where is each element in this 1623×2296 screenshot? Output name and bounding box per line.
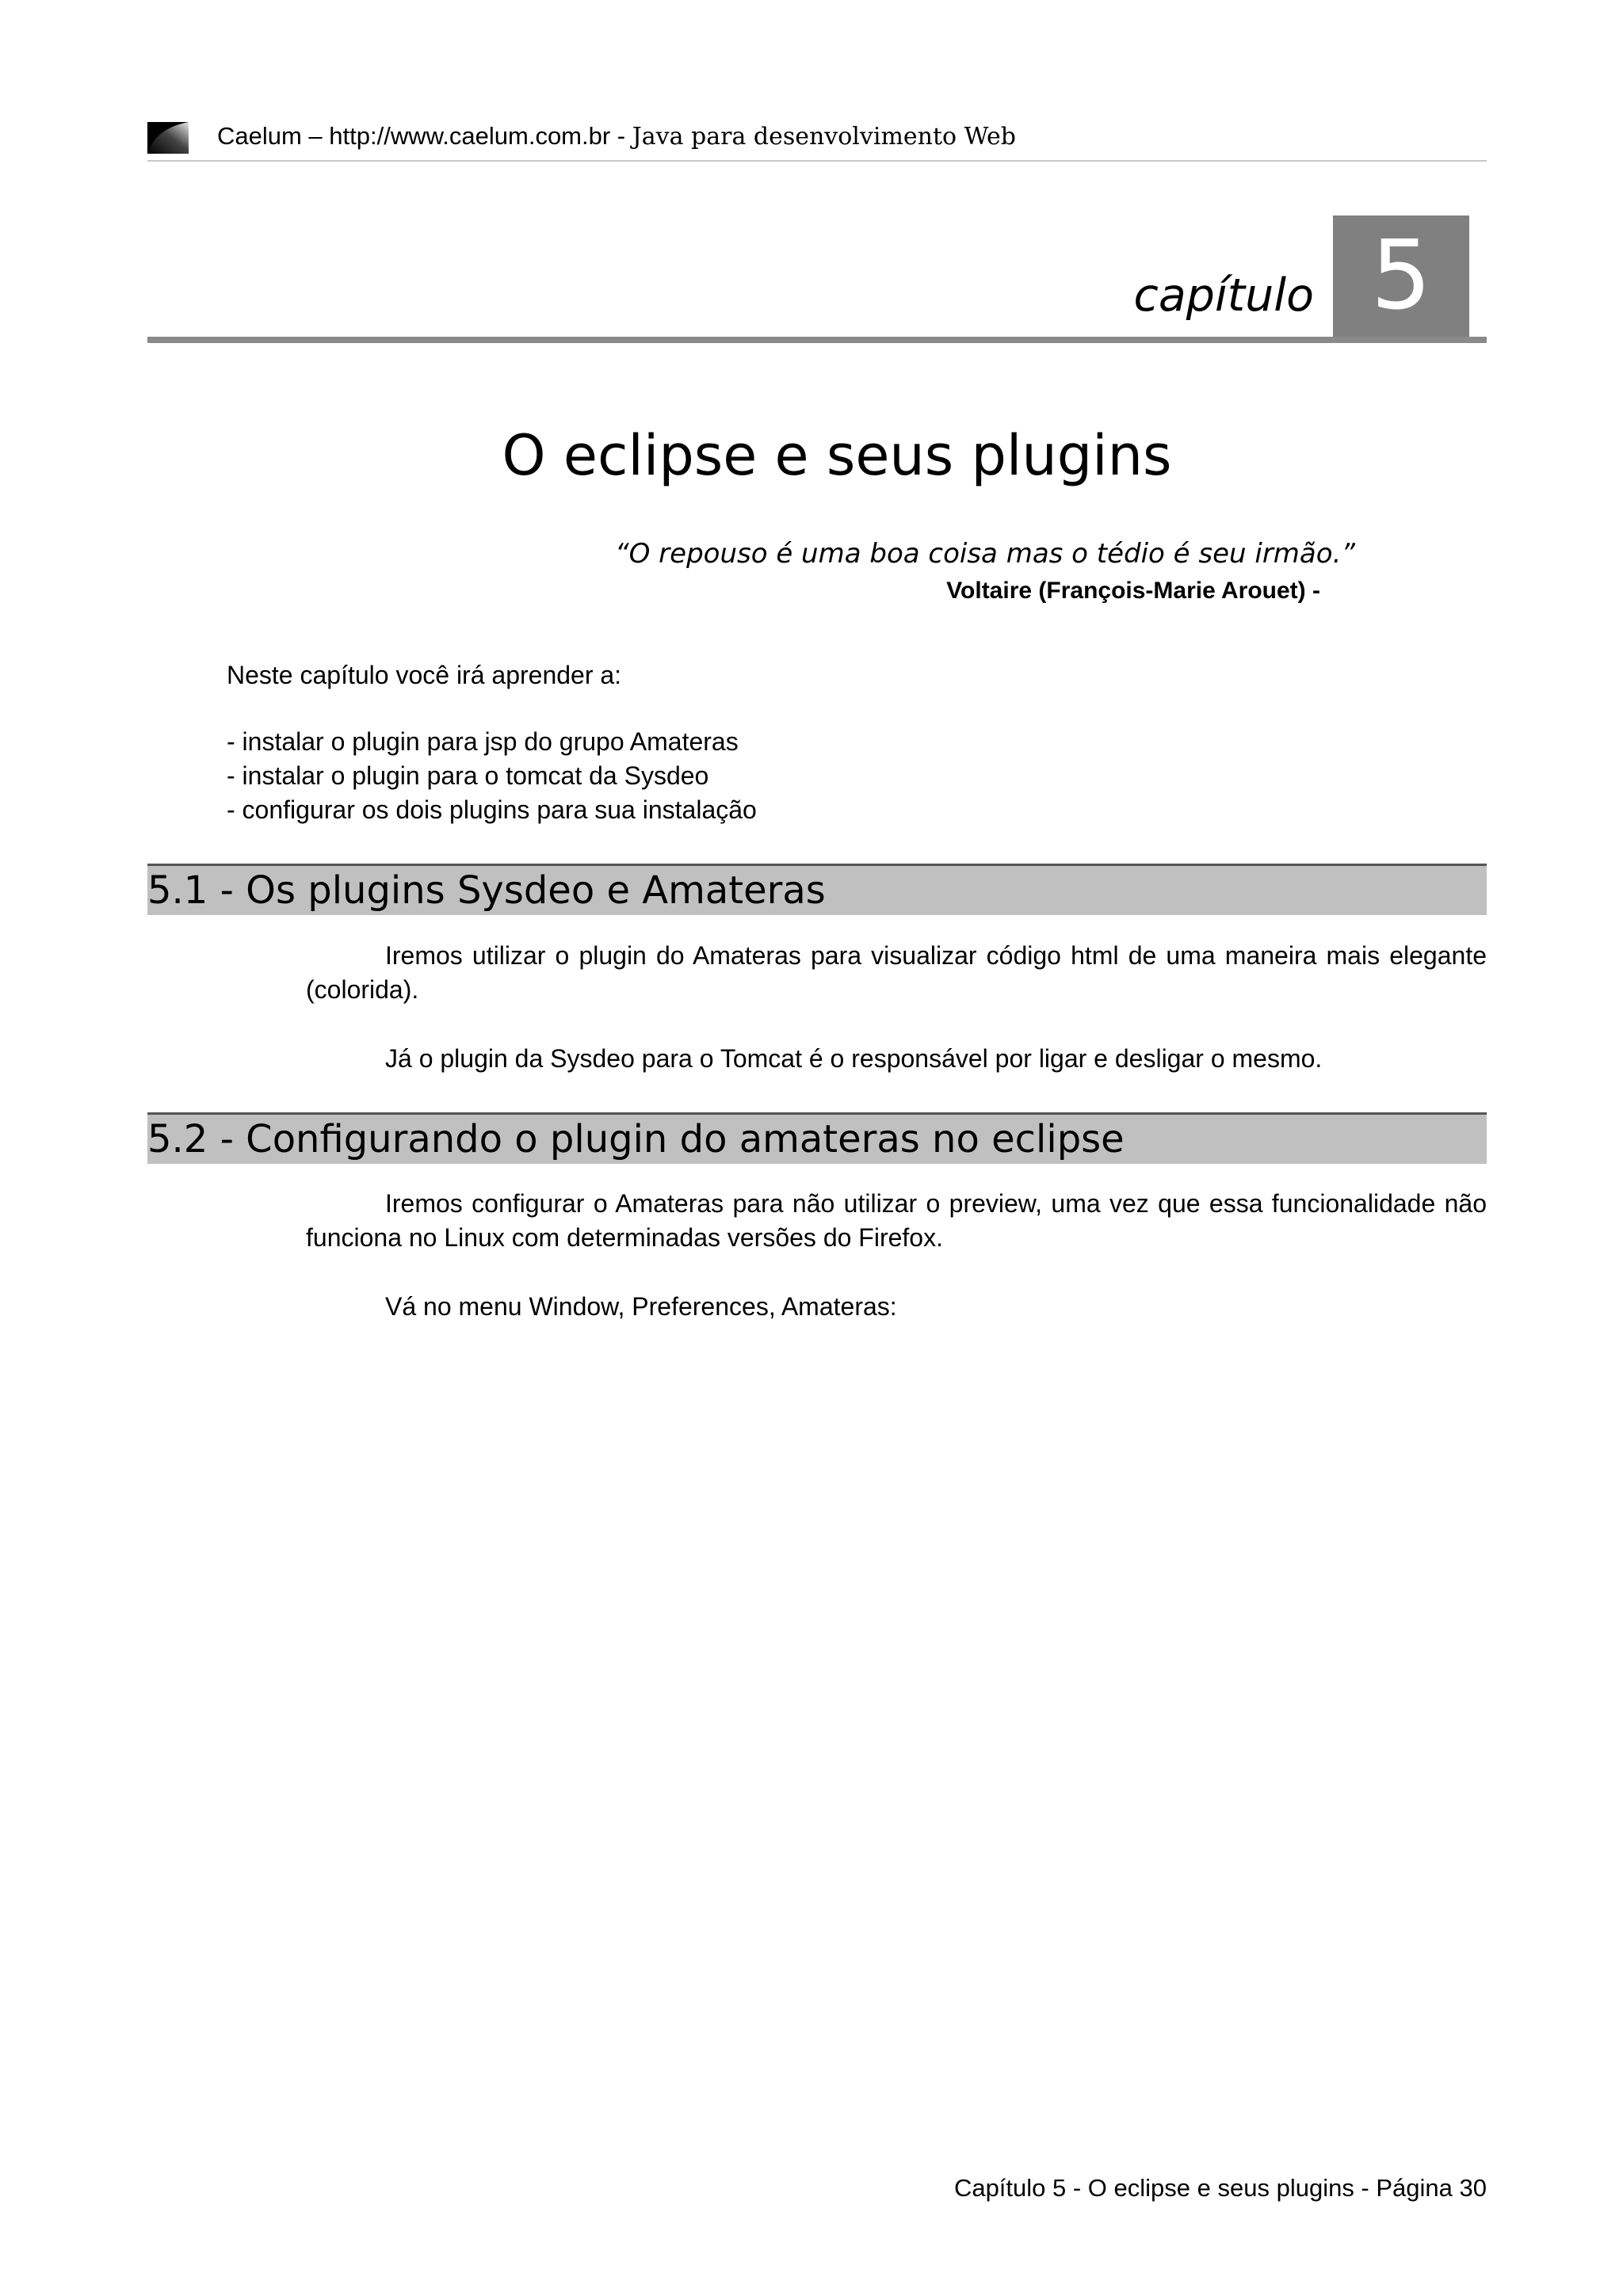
paragraph: Já o plugin da Sysdeo para o Tomcat é o responsável por ligar e desligar o mesmo. [385,1044,1323,1073]
paragraph: Iremos configurar o Amateras para não utilizar o preview, uma vez que essa funcionalidade não funciona no Linux com determinadas versões do Firefox. [306,1189,1487,1252]
intro-list [227,725,757,827]
list-item: - configurar os dois plugins para sua instalação [227,795,757,824]
chapter-label: capítulo [1133,269,1314,322]
intro-lead: Neste capítulo você irá aprender a: [227,661,622,689]
page-footer: Capítulo 5 - O eclipse e seus plugins - Página 30 [953,2174,1487,2202]
chapter-number: 5 [1333,215,1469,337]
section-heading: 5.1 - Os plugins Sysdeo e Amateras [147,864,1487,915]
paragraph: Vá no menu Window, Preferences, Amateras: [385,1292,897,1321]
section-heading: 5.2 - Configurando o plugin do amateras no eclipse [147,1112,1487,1164]
header-text [217,120,1016,153]
chapter-title: O eclipse e seus plugins [502,423,1172,488]
page-header [147,117,1487,162]
epigraph-quote: “O repouso é uma boa coisa mas o tédio é seu irmão.” [615,538,1355,570]
list-item: - instalar o plugin para jsp do grupo Amateras [227,727,739,756]
epigraph-author: Voltaire (François-Marie Arouet) - [946,578,1320,604]
paragraph: Iremos utilizar o plugin do Amateras para visualizar código html de uma maneira mais elegante (colorida). [306,941,1487,1004]
chapter-rule [147,337,1487,343]
header-course: Java para desenvolvimento Web [632,123,1016,151]
header-site: Caelum – http://www.caelum.com.br - [217,122,632,150]
caelum-logo-icon [147,122,189,154]
list-item: - instalar o plugin para o tomcat da Sysdeo [227,761,709,790]
